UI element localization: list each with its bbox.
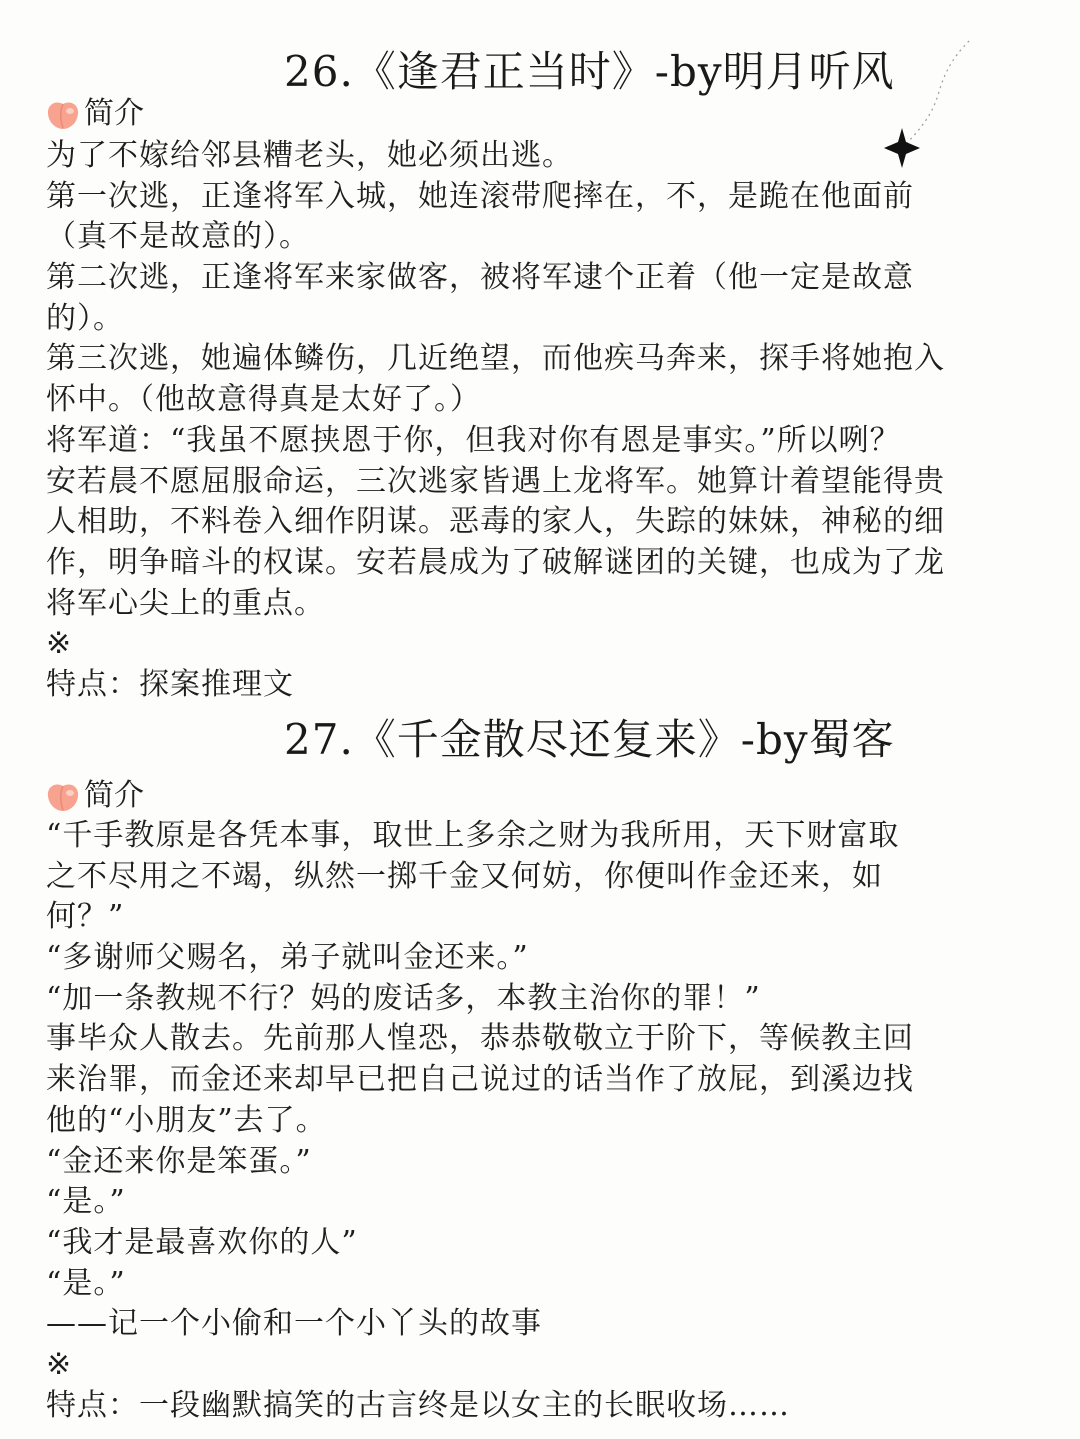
body-line: 来治罪，而金还来却早已把自己说过的话当作了放屁，到溪边找 [46,1062,914,1098]
body-line: 的）。 [46,300,124,336]
section-body [46,816,1046,1426]
body-line: 安若晨不愿屈服命运，三次逃家皆遇上龙将军。她算计着望能得贵 [46,463,945,499]
section-body [46,136,1046,706]
body-line: 为了不嫁给邻县糟老头，她必须出逃。 [46,138,573,173]
intro-heading [46,776,144,816]
body-line: 第二次逃，正逢将军来家做客，被将军逮个正着（他一定是故意 [46,260,914,296]
body-line: “加一条教规不行？妈的废话多，本教主治你的罪！” [46,980,761,1016]
body-line: 第一次逃，正逢将军入城，她连滚带爬摔在，不，是跪在他面前 [46,178,914,214]
body-line: “我才是最喜欢你的人” [46,1224,358,1260]
intro-label: 简介 [84,96,144,131]
body-line: “是。” [46,1265,126,1301]
body-line: “金还来你是笨蛋。” [46,1143,312,1179]
body-line: （真不是故意的）。 [46,219,310,255]
peach-icon [46,779,80,813]
body-line: 将军道：“我虽不愿挟恩于你，但我对你有恩是事实。”所以咧？ [46,422,901,458]
peach-icon [46,97,80,131]
body-line: 将军心尖上的重点。 [46,585,325,621]
body-line: 之不尽用之不竭，纵然一掷千金又何妨，你便叫作金还来，如 [46,858,883,894]
body-line: 人相助，不料卷入细作阴谋。恶毒的家人，失踪的妹妹，神秘的细 [46,504,945,540]
body-line: ——记一个小偷和一个小丫头的故事 [46,1306,542,1342]
body-line: 作，明争暗斗的权谋。安若晨成为了破解谜团的关键，也成为了龙 [46,544,945,580]
intro-heading [46,94,144,134]
body-line: 他的“小朋友”去了。 [46,1102,327,1138]
separator-mark: ※ [46,1346,73,1382]
body-line: 第三次逃，她遍体鳞伤，几近绝望，而他疾马奔来，探手将她抱入 [46,341,945,377]
body-line: “是。” [46,1184,126,1220]
intro-label: 简介 [84,778,144,813]
feature-line: 特点：探案推理文 [46,666,294,702]
feature-line: 特点：一段幽默搞笑的古言终是以女主的长眠收场…… [46,1387,790,1423]
body-line: “千手教原是各凭本事，取世上多余之财为我所用，天下财富取 [46,818,900,853]
body-line: 事毕众人散去。先前那人惶恐，恭恭敬敬立于阶下，等候教主回 [46,1021,914,1057]
body-line: “多谢师父赐名，弟子就叫金还来。” [46,940,529,976]
section-title: 27.《千金散尽还复来》-by蜀客 [284,715,895,764]
separator-mark: ※ [46,626,73,662]
section-title: 26.《逢君正当时》-by明月听风 [284,47,895,96]
body-line: 怀中。（他故意得真是太好了。） [46,382,481,418]
body-line: 何？” [46,899,125,935]
